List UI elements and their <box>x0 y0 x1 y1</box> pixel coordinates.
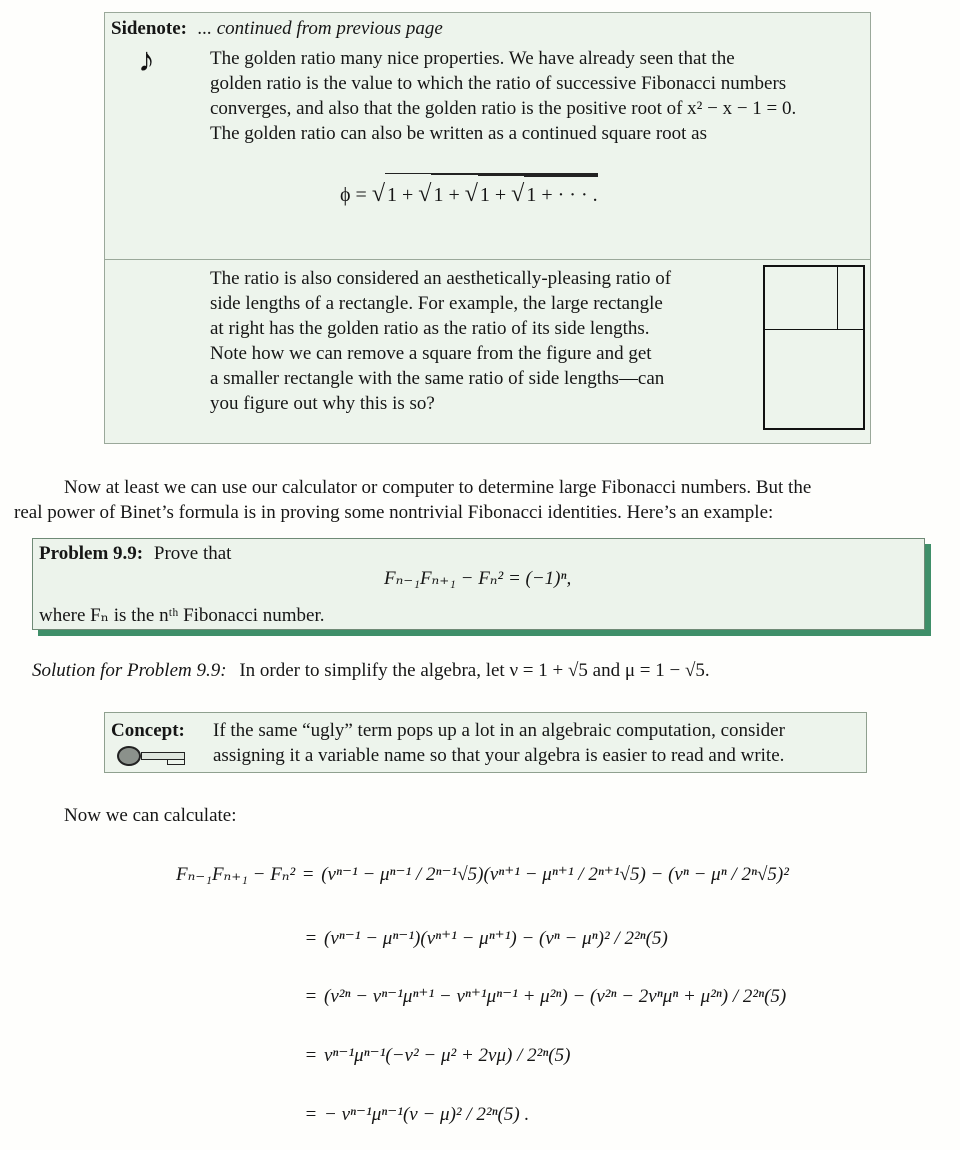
radicand: 1 + √ 1 + √ 1 + √ 1 + · · · . <box>385 173 598 213</box>
derivation-rhs-4: νⁿ⁻¹μⁿ⁻¹(−ν² − μ² + 2νμ) / 2²ⁿ(5) <box>324 1044 571 1066</box>
golden-square-divider-vertical <box>837 267 838 329</box>
radicand-term: 1 + <box>386 184 414 206</box>
sidenote-p1-line: golden ratio is the value to which the ratio of successive Fibonacci numbers <box>210 73 787 94</box>
key-icon-bit <box>167 759 185 765</box>
derivation <box>176 838 896 1144</box>
solution-line <box>32 658 710 683</box>
derivation-step-2: = (νⁿ⁻¹ − μⁿ⁻¹)(νⁿ⁺¹ − μⁿ⁺¹) − (νⁿ − μⁿ)² / 2²ⁿ(5) <box>305 927 668 949</box>
derivation-rhs-3: (ν²ⁿ − νⁿ⁻¹μⁿ⁺¹ − νⁿ⁺¹μⁿ⁻¹ + μ²ⁿ) − (ν²ⁿ − 2νⁿμⁿ + μ²ⁿ) / 2²ⁿ(5) <box>324 985 787 1007</box>
sidenote-paragraph-1 <box>210 46 796 146</box>
golden-rectangle-figure <box>763 265 865 430</box>
concept-line: assigning it a variable name so that your algebra is easier to read and write. <box>213 745 785 766</box>
sidenote-p1-line: The golden ratio can also be written as a continued square root as <box>210 123 707 144</box>
sidenote-continued: ... continued from previous page <box>197 18 443 39</box>
intro-line: real power of Binet’s formula is in proving some nontrivial Fibonacci identities. Here’s an example: <box>14 502 774 523</box>
problem-header <box>39 541 231 566</box>
derivation-rhs-1: (νⁿ⁻¹ − μⁿ⁻¹ / 2ⁿ⁻¹√5)(νⁿ⁺¹ − μⁿ⁺¹ / 2ⁿ⁺¹√5) − (νⁿ − μⁿ / 2ⁿ√5)² <box>321 863 789 885</box>
problem-footer: where Fₙ is the nᵗʰ Fibonacci number. <box>39 605 325 626</box>
concept-text <box>213 718 785 768</box>
sidenote-p2-line: you figure out why this is so? <box>210 393 435 414</box>
sidenote-p2-line: side lengths of a rectangle. For example, the large rectangle <box>210 293 663 314</box>
derivation-step-1: Fₙ₋₁Fₙ₊₁ − Fₙ² = (νⁿ⁻¹ − μⁿ⁻¹ / 2ⁿ⁻¹√5)(νⁿ⁺¹ − μⁿ⁺¹ / 2ⁿ⁺¹√5) − (νⁿ − μⁿ / 2ⁿ√5)² <box>176 863 789 885</box>
problem-prompt: Prove that <box>153 543 232 564</box>
sqrt-symbol: √ <box>371 181 385 207</box>
derivation-step-4: = νⁿ⁻¹μⁿ⁻¹(−ν² − μ² + 2νμ) / 2²ⁿ(5) <box>305 1044 571 1066</box>
sidenote-p1-line: converges, and also that the golden ratio is the positive root of x² − x − 1 = 0. <box>210 98 797 119</box>
derivation-lhs: Fₙ₋₁Fₙ₊₁ − Fₙ² <box>176 863 296 885</box>
concept-label: Concept: <box>111 720 185 741</box>
sidenote-label: Sidenote: <box>111 18 187 39</box>
continued-root-formula <box>340 173 598 213</box>
sidenote-p1-line: The golden ratio many nice properties. We have already seen that the <box>210 48 735 69</box>
calc-intro: Now we can calculate: <box>64 805 237 826</box>
problem-label: Problem 9.9: <box>39 543 144 564</box>
solution-label: Solution for Problem 9.9: <box>32 660 227 681</box>
intro-paragraph <box>14 475 944 525</box>
sidenote-p2-line: Note how we can remove a square from the figure and get <box>210 343 652 364</box>
derivation-rhs-5: − νⁿ⁻¹μⁿ⁻¹(ν − μ)² / 2²ⁿ(5) . <box>324 1103 530 1125</box>
problem-identity: Fₙ₋₁Fₙ₊₁ − Fₙ² = (−1)ⁿ, <box>384 568 572 589</box>
derivation-step-5: = − νⁿ⁻¹μⁿ⁻¹(ν − μ)² / 2²ⁿ(5) . <box>305 1103 530 1125</box>
music-note-icon: ♪ <box>138 42 155 79</box>
radicand-term: 1 + <box>479 184 507 206</box>
derivation-rhs-2: (νⁿ⁻¹ − μⁿ⁻¹)(νⁿ⁺¹ − μⁿ⁺¹) − (νⁿ − μⁿ)² / 2²ⁿ(5) <box>324 927 668 949</box>
sidenote-header <box>111 16 443 41</box>
sidenote-divider <box>105 259 870 260</box>
derivation-step-3: = (ν²ⁿ − νⁿ⁻¹μⁿ⁺¹ − νⁿ⁺¹μⁿ⁻¹ + μ²ⁿ) − (ν²ⁿ − 2νⁿμⁿ + μ²ⁿ) / 2²ⁿ(5) <box>305 985 787 1007</box>
golden-square-divider-horizontal <box>765 329 863 330</box>
solution-text: In order to simplify the algebra, let ν = 1 + √5 and μ = 1 − √5. <box>239 660 710 681</box>
intro-line: Now at least we can use our calculator or computer to determine large Fibonacci numbers. But the <box>64 477 812 498</box>
key-icon <box>117 746 141 766</box>
sidenote-p2-line: The ratio is also considered an aesthetically-pleasing ratio of <box>210 268 672 289</box>
sidenote-p2-line: at right has the golden ratio as the ratio of its side lengths. <box>210 318 650 339</box>
concept-line: If the same “ugly” term pops up a lot in an algebraic computation, consider <box>213 720 785 741</box>
sidenote-p2-line: a smaller rectangle with the same ratio of side lengths—can <box>210 368 665 389</box>
phi-lhs: ϕ = <box>340 184 367 206</box>
radicand-term: 1 + <box>433 184 460 206</box>
radicand-last: 1 + · · · . <box>526 184 598 206</box>
sidenote-paragraph-2 <box>210 266 671 416</box>
